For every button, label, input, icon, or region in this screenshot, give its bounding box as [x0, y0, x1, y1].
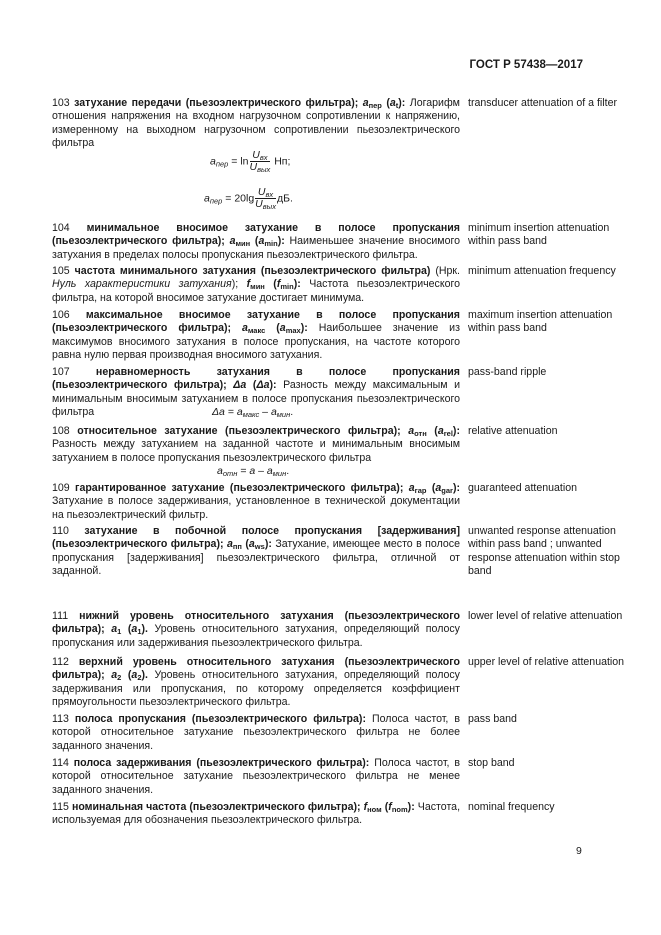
formula-103-db: $a_{пер} = 20\lg$ $\frac{U_{вх}}{U_{вых}}$ дБ. [204, 186, 293, 211]
entry-106: 106 максимальное вносимое затухание в полосе пропускания (пьезоэлектрического фильтра); $a_{макс}$ $(a_{max})$: Наибольшее значение из максимумов вносимого затухания в полосе пропускания, на частоте которого равна нулю первая производная вносимого затухания. [52, 309, 460, 362]
english-equivalent-115: nominal frequency [468, 801, 555, 813]
english-equivalent-112: upper level of relative attenuation [468, 656, 625, 668]
english-equivalent-106: maximum insertion attenuation within pass band [468, 309, 613, 335]
entry-104: 104 минимальное вносимое затухание в полосе пропускания (пьезоэлектрического фильтра); $a_{мин}$ $(a_{min})$: Наименьшее значение вносимого затухания в пределах полосы пропускания пьезоэлектрического фильтра. [52, 222, 460, 261]
entry-103: 103 затухание передачи (пьезоэлектрического фильтра); $a_{пер}$ $(a_t)$: Логарифм отношения напряжения на входном нагрузочном сопротивлении к напряжению, измеренному на выходном нагрузочном сопротивлении пьезоэлектрического фильтра [52, 97, 460, 150]
entry-112: 112 верхний уровень относительного затухания (пьезоэлектрического фильтра); $a_2$ $(a_2)$. Уровень относительного затухания, определяющий полосу задерживания или пропускания, по которому определяется коэффициент прямоугольности пьезоэлектрического фильтра. [52, 656, 460, 709]
english-equivalent-110: unwanted response attenuation within pass band ; unwanted response attenuation within stop band [468, 525, 620, 578]
english-equivalent-113: pass band [468, 713, 517, 725]
formula-108: $a_{отн} = a - a_{мин}$. [217, 465, 290, 478]
entry-115: 115 номинальная частота (пьезоэлектрического фильтра); $f_{ном}$ $(f_{nom})$: Частота, используемая для обозначения пьезоэлектрического фильтра. [52, 801, 461, 827]
entry-114: 114 полоса задерживания (пьезоэлектрического фильтра): Полоса частот, в которой относительное затухание пьезоэлектрического фильтра не менее заданного значения. [52, 757, 460, 796]
entry-109: 109 гарантированное затухание (пьезоэлектрического фильтра); $a_{гар}$ $(a_{gar})$: Затухание в полосе задерживания, установленное в технической документации на пьезоэлектрический фильтр. [52, 482, 460, 521]
english-equivalent-103: transducer attenuation of a filter [468, 97, 617, 109]
entry-111: 111 нижний уровень относительного затухания (пьезоэлектрического фильтра); $a_1$ $(a_1)$. Уровень относительного затухания, определяющий полосу пропускания или задерживания пьезоэлектрического фильтра. [52, 610, 460, 649]
entry-107: 107 неравномерность затухания в полосе пропускания (пьезоэлектрического фильтра); Δa (Δa): Разность между максимальным и минимальным вносимым затуханием в полосе пропускания пьезоэлектрического фильтра [52, 366, 460, 419]
entry-110: 110 затухание в побочной полосе пропускания [задерживания] (пьезоэлектрического фильтра); $a_{пп}$ $(a_{ws})$: Затухание, имеющее место в полосе пропускания [задерживания] пьезоэлектрического фильтра, отличной от заданной. [52, 525, 461, 578]
entry-105: 105 частота минимального затухания (пьезоэлектрического фильтра) (Нрк. Нуль характеристики затухания); $f_{мин}$ $(f_{min})$: Частота пьезоэлектрического фильтра, на которой вносимое затухание достигает минимума. [52, 265, 460, 304]
page-number: 9 [576, 845, 582, 857]
entry-108: 108 относительное затухание (пьезоэлектрического фильтра); $a_{отн}$ $(a_{rel})$: Разность между затуханием на заданной частоте и минимальным вносимым затуханием в полосе пропускания пьезоэлектрического фильтра [52, 425, 460, 464]
english-equivalent-111: lower level of relative attenuation [468, 610, 623, 622]
formula-107: $\Delta a = a_{макс} - a_{мин}$. [212, 406, 294, 419]
english-equivalent-104: minimum insertion attenuation within pass band [468, 222, 610, 248]
english-equivalent-108: relative attenuation [468, 425, 558, 437]
english-equivalent-105: minimum attenuation frequency [468, 265, 616, 277]
standard-header: ГОСТ Р 57438—2017 [469, 59, 583, 71]
entry-113: 113 полоса пропускания (пьезоэлектрического фильтра): Полоса частот, в которой относительное затухание пьезоэлектрического фильтра не более заданного значения. [52, 713, 461, 752]
formula-103-ln: $a_{пер} = \ln$ $\frac{U_{вх}}{U_{вых}}$ Нп; [210, 149, 291, 174]
english-equivalent-107: pass-band ripple [468, 366, 547, 378]
english-equivalent-114: stop band [468, 757, 515, 769]
english-equivalent-109: guaranteed attenuation [468, 482, 577, 494]
